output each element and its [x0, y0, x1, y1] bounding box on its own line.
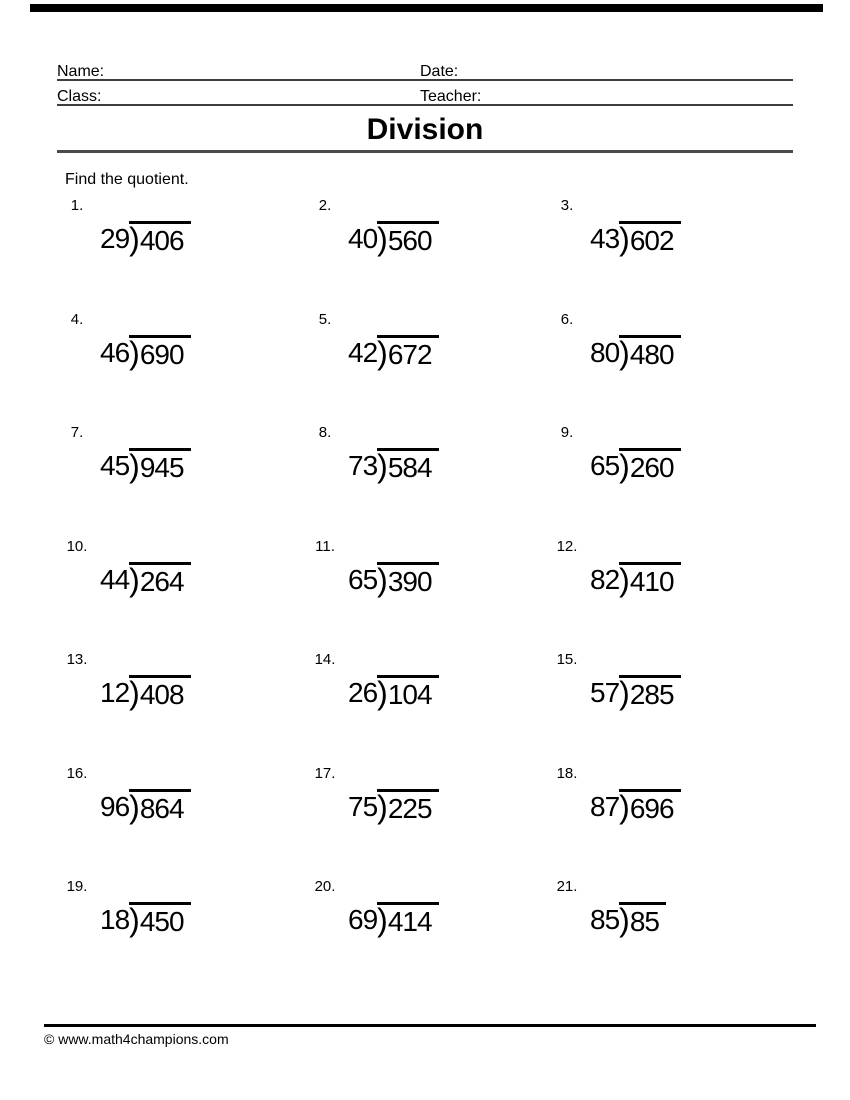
problem-number: 14. [314, 651, 336, 668]
division-problem [315, 311, 557, 425]
problem-number: 19. [66, 878, 88, 895]
division-bracket [619, 902, 666, 937]
dividend: 450 [139, 906, 184, 937]
division-problem [557, 651, 800, 765]
dividend: 696 [629, 792, 674, 824]
divisor: 85 [590, 904, 620, 935]
division-problem [557, 424, 800, 538]
dividend: 584 [387, 452, 432, 483]
division-problem [67, 651, 315, 765]
dividend: 690 [139, 338, 184, 370]
long-division-expression [100, 789, 315, 824]
divisor: 80 [590, 336, 620, 368]
division-problem [315, 878, 557, 992]
division-bracket [619, 335, 680, 370]
top-rule-bar [30, 4, 823, 12]
divisor: 18 [100, 904, 130, 935]
divisor: 29 [100, 223, 130, 254]
divisor: 45 [100, 450, 130, 481]
problem-number: 9. [560, 424, 574, 441]
dividend: 85 [629, 906, 659, 937]
division-problem [67, 538, 315, 652]
divisor: 46 [100, 336, 130, 368]
division-problem [67, 765, 315, 879]
long-division-expression [348, 675, 557, 710]
long-division-expression [590, 675, 800, 710]
dividend: 602 [629, 225, 674, 256]
division-bracket [619, 789, 680, 824]
dividend: 410 [629, 565, 674, 597]
problem-number: 11. [315, 537, 335, 555]
dividend: 260 [629, 452, 674, 483]
name-date-row [57, 61, 793, 81]
dividend: 864 [139, 792, 184, 824]
long-division-expression [590, 902, 800, 937]
division-paren-icon: ) [619, 561, 629, 598]
page-title: Division [366, 113, 484, 146]
long-division-expression [100, 902, 315, 937]
division-bracket [619, 675, 680, 710]
division-problem [557, 538, 800, 652]
problem-number: 21. [556, 878, 578, 895]
division-bracket [377, 562, 438, 597]
division-problem [67, 878, 315, 992]
dividend: 480 [629, 338, 674, 370]
divisor: 43 [590, 223, 620, 254]
long-division-expression [100, 448, 315, 483]
long-division-expression [348, 902, 557, 937]
division-paren-icon: ) [619, 334, 629, 371]
division-bracket [377, 789, 438, 824]
long-division-expression [348, 448, 557, 483]
teacher-label: Teacher: [420, 88, 482, 105]
divisor: 42 [348, 336, 378, 368]
long-division-expression [348, 789, 557, 824]
division-problem [67, 311, 315, 425]
divisor: 87 [590, 790, 620, 822]
title-underline [57, 112, 793, 153]
problem-number: 5. [318, 310, 332, 328]
divisor: 82 [590, 563, 620, 595]
division-bracket [129, 789, 190, 824]
problem-number: 20. [314, 878, 336, 895]
problem-number: 12. [556, 537, 578, 555]
problem-number: 1. [70, 197, 84, 214]
division-paren-icon: ) [129, 221, 139, 257]
division-paren-icon: ) [129, 902, 139, 938]
problem-number: 16. [66, 764, 88, 782]
division-paren-icon: ) [129, 675, 139, 711]
long-division-expression [590, 221, 800, 256]
dividend: 225 [387, 792, 432, 824]
dividend: 390 [387, 565, 432, 597]
divisor: 26 [348, 677, 378, 708]
problem-number: 2. [318, 197, 332, 214]
division-bracket [377, 902, 438, 937]
dividend: 104 [387, 679, 432, 710]
division-bracket [129, 221, 190, 256]
division-problem [315, 424, 557, 538]
division-problem [315, 197, 557, 311]
division-bracket [377, 448, 438, 483]
divisor: 75 [348, 790, 378, 822]
divisor: 40 [348, 223, 378, 254]
problem-number: 8. [318, 424, 332, 441]
dividend: 414 [387, 906, 432, 937]
division-paren-icon: ) [377, 334, 387, 371]
division-paren-icon: ) [619, 448, 629, 484]
division-problem [67, 424, 315, 538]
division-bracket [129, 675, 190, 710]
divisor: 57 [590, 677, 620, 708]
long-division-expression [590, 789, 800, 824]
dividend: 560 [387, 225, 432, 256]
problems-grid [67, 197, 800, 992]
division-problem [557, 197, 800, 311]
division-paren-icon: ) [377, 788, 387, 825]
problem-number: 17. [314, 764, 336, 782]
dividend: 672 [387, 338, 432, 370]
divisor: 65 [348, 563, 378, 595]
divisor: 12 [100, 677, 130, 708]
dividend: 264 [139, 565, 184, 597]
long-division-expression [100, 562, 315, 597]
division-bracket [377, 335, 438, 370]
division-bracket [129, 562, 190, 597]
long-division-expression [100, 675, 315, 710]
divisor: 65 [590, 450, 620, 481]
division-paren-icon: ) [377, 448, 387, 484]
division-paren-icon: ) [129, 448, 139, 484]
long-division-expression [100, 221, 315, 256]
problem-number: 7. [70, 424, 84, 441]
division-problem [557, 878, 800, 992]
division-bracket [129, 335, 190, 370]
division-bracket [377, 221, 438, 256]
division-paren-icon: ) [129, 788, 139, 825]
problem-number: 3. [560, 197, 574, 214]
division-paren-icon: ) [129, 561, 139, 598]
division-bracket [619, 562, 680, 597]
problem-number: 4. [70, 310, 84, 328]
class-label: Class: [57, 88, 102, 105]
long-division-expression [590, 335, 800, 370]
divisor: 44 [100, 563, 130, 595]
footer-rule [44, 1024, 816, 1027]
division-bracket [619, 221, 680, 256]
long-division-expression [348, 221, 557, 256]
division-problem [557, 311, 800, 425]
division-problem [315, 651, 557, 765]
problem-number: 13. [66, 651, 88, 668]
division-bracket [129, 902, 190, 937]
division-paren-icon: ) [377, 902, 387, 938]
long-division-expression [590, 448, 800, 483]
divisor: 73 [348, 450, 378, 481]
division-paren-icon: ) [377, 675, 387, 711]
division-bracket [377, 675, 438, 710]
problem-number: 10. [66, 537, 88, 555]
dividend: 408 [139, 679, 184, 710]
division-problem [315, 538, 557, 652]
division-problem [315, 765, 557, 879]
instruction-text: Find the quotient. [65, 171, 189, 188]
division-problem [67, 197, 315, 311]
division-bracket [129, 448, 190, 483]
division-paren-icon: ) [619, 902, 629, 938]
problem-number: 6. [560, 310, 574, 328]
long-division-expression [348, 335, 557, 370]
dividend: 285 [629, 679, 674, 710]
long-division-expression [100, 335, 315, 370]
division-paren-icon: ) [619, 675, 629, 711]
division-paren-icon: ) [377, 561, 387, 598]
problem-number: 18. [556, 764, 578, 782]
copyright-text: © www.math4champions.com [44, 1031, 229, 1047]
division-paren-icon: ) [619, 221, 629, 257]
long-division-expression [590, 562, 800, 597]
dividend: 945 [139, 452, 184, 483]
division-paren-icon: ) [619, 788, 629, 825]
division-problem [557, 765, 800, 879]
date-label: Date: [420, 63, 459, 80]
divisor: 69 [348, 904, 378, 935]
problem-number: 15. [556, 651, 578, 668]
class-teacher-row [57, 86, 793, 106]
dividend: 406 [139, 225, 184, 256]
division-bracket [619, 448, 680, 483]
divisor: 96 [100, 790, 130, 822]
long-division-expression [348, 562, 557, 597]
division-paren-icon: ) [377, 221, 387, 257]
name-label: Name: [57, 63, 105, 80]
division-paren-icon: ) [129, 334, 139, 371]
